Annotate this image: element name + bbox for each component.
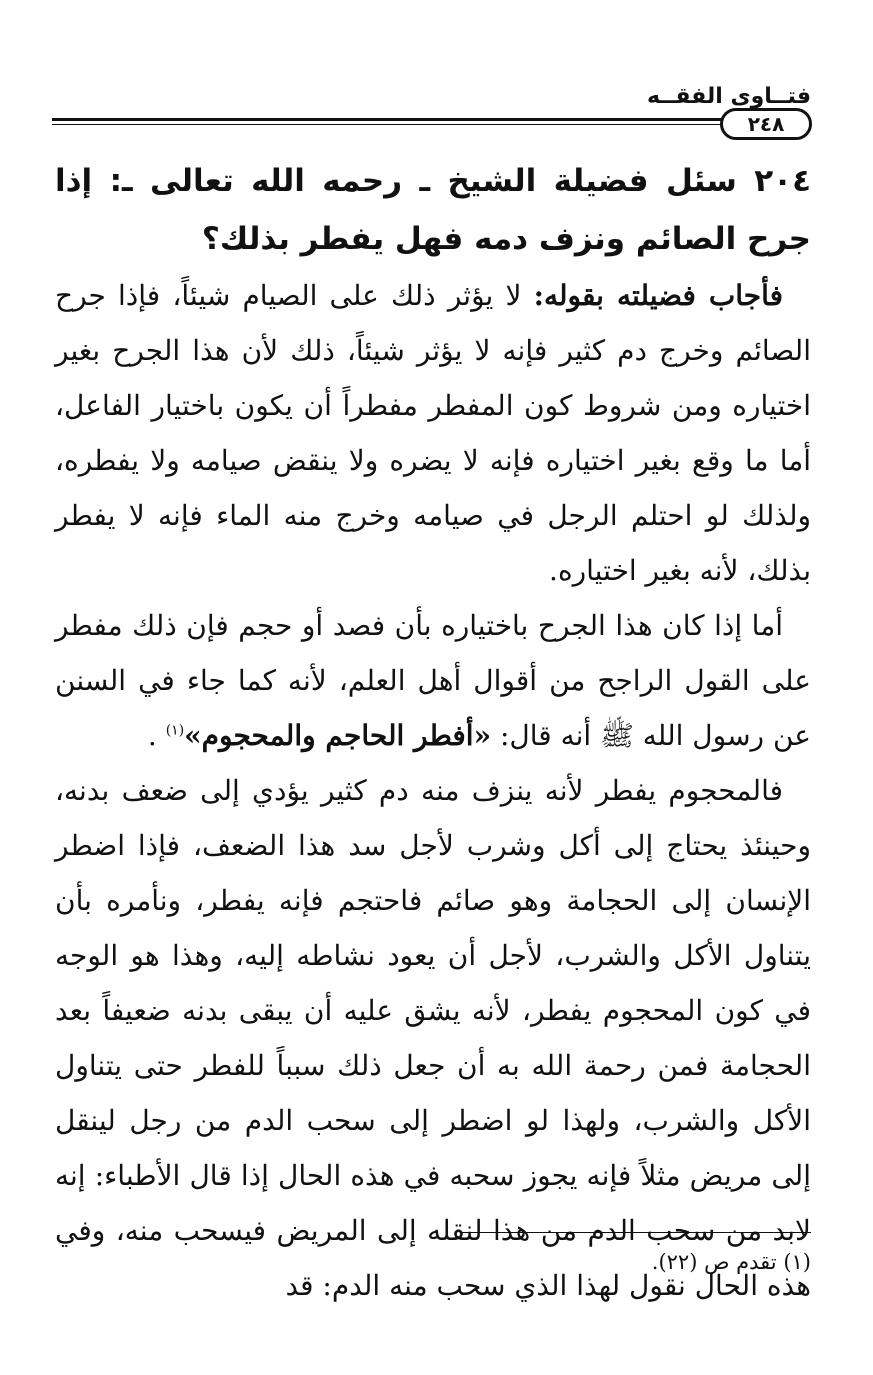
answer-paragraph-3: فالمحجوم يفطر لأنه ينزف منه دم كثير يؤدي إلى ضعف بدنه، وحينئذ يحتاج إلى أكل وشرب لأجل سد هذا الضعف، فإذا اضطر الإنسان إلى الحجامة وهو صائم فاحتجم فإنه يفطر، ونأمره بأن يتناول الأكل والشرب، لأجل أن يعود نشاطه إليه، وهذا هو الوجه في كون المحجوم يفطر، لأنه يشق عليه أن يبقى بدنه ضعيفاً بعد الحجامة فمن رحمة الله به أن جعل ذلك سبباً للفطر حتى يتناول الأكل والشرب، ولهذا لو اضطر إلى سحب الدم من رجل لينقل إلى مريض مثلاً فإنه يجوز سحبه في هذه الحال إذا قال الأطباء: إنه لابد من سحب الدم من هذا لنقله إلى المريض فيسحب منه، وفي هذه الحال نقول لهذا الذي سحب منه الدم: قد [55, 774, 811, 1302]
answer-p2-text: أما إذا كان هذا الجرح باختياره بأن فصد أو حجم فإن ذلك مفطر على القول الراجح من أقوال أهل العلم، لأنه كما جاء في السنن عن رسول الله ﷺ أنه قال: [55, 609, 811, 752]
footnote-ref: (١) [165, 722, 185, 739]
header-rule-thick [52, 118, 722, 121]
footnote-divider [461, 1232, 811, 1233]
question-number: ٢٠٤ [754, 163, 811, 199]
answer-paragraph-1 [55, 268, 811, 598]
running-header-title: فتــاوى الفقــه [646, 84, 811, 109]
page-number: ٢٤٨ [720, 108, 812, 140]
hadith-quote: «أفطر الحاجم والمحجوم» [184, 719, 492, 752]
answer-p2-end: . [147, 719, 157, 752]
main-text [55, 152, 811, 1313]
answer-paragraph-2 [55, 598, 811, 763]
question-heading [55, 152, 811, 268]
header-rule [52, 108, 812, 136]
footnote: (١) تقدم ص (٢٢). [651, 1250, 811, 1274]
answer-lead: فأجاب فضيلته بقوله: [533, 279, 783, 312]
question-text: سئل فضيلة الشيخ ـ رحمه الله تعالى ـ: إذا جرح الصائم ونزف دمه فهل يفطر بذلك؟ [55, 163, 811, 257]
header-rule-thin [52, 124, 722, 125]
answer-p1-text: لا يؤثر ذلك على الصيام شيئاً، فإذا جرح الصائم وخرج دم كثير فإنه لا يؤثر شيئاً، ذلك لأن هذا الجرح بغير اختياره ومن شروط كون المفطر مفطراً أن يكون باختيار الفاعل، أما ما وقع بغير اختياره فإنه لا يضره ولا ينقض صيامه ولا يفطره، ولذلك لو احتلم الرجل في صيامه وخرج منه الماء فإنه لا يفطر بذلك، لأنه بغير اختياره. [55, 279, 811, 587]
